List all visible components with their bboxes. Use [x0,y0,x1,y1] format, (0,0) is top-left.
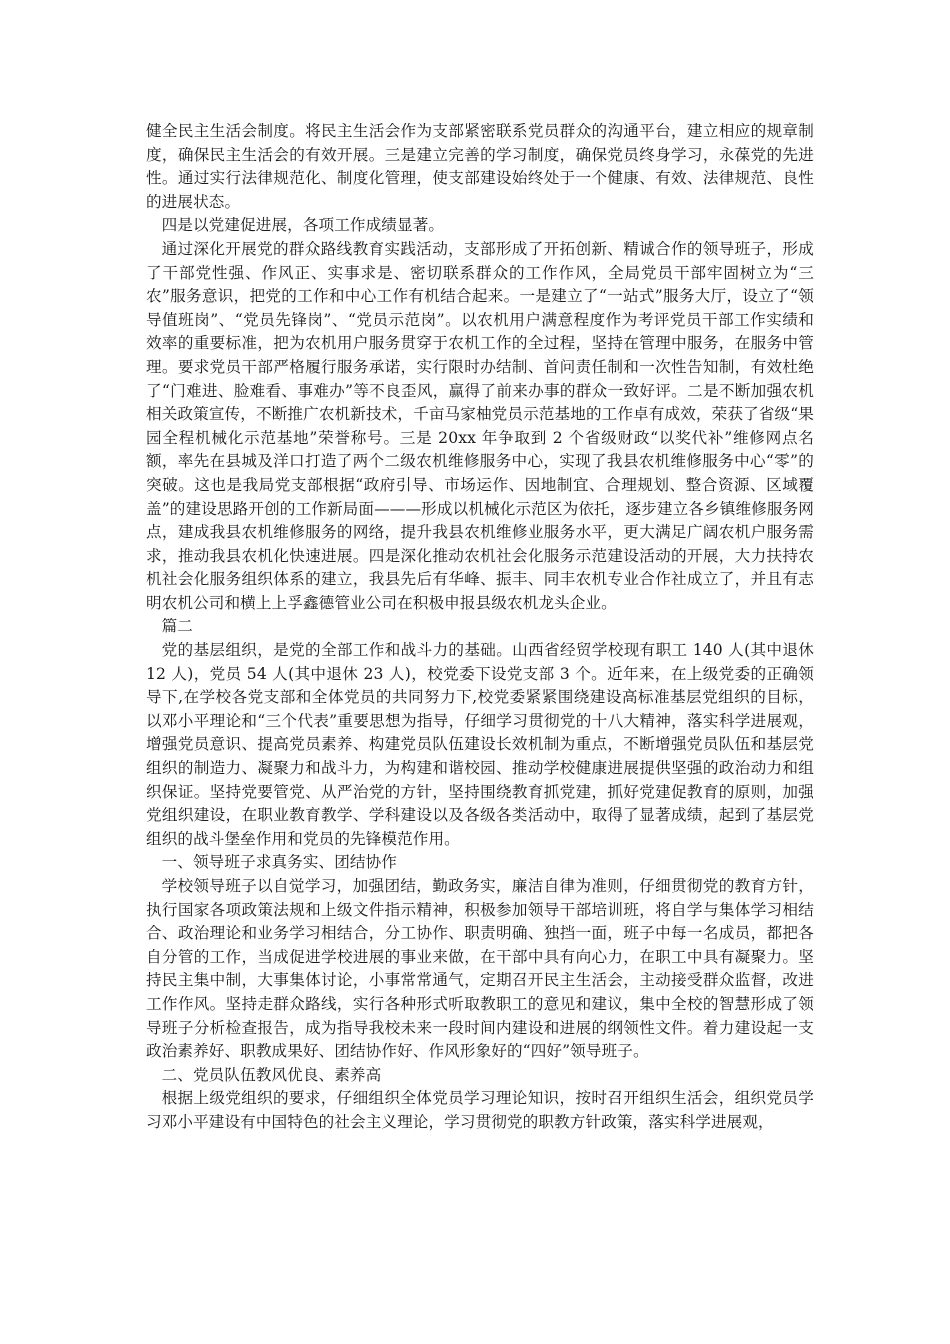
document-body [146,120,814,1135]
paragraph-democratic-life-system: 健全民主生活会制度。将民主生活会作为支部紧密联系党员群众的沟通平台，建立相应的规章制度，确保民主生活会的有效开展。三是建立完善的学习制度，确保党员终身学习，永葆党的先进性。通过实行法律规范化、制度化管理，使支部建设始终处于一个健康、有效、法律规范、良性的进展状态。 [146,122,814,211]
paragraph-party-members: 根据上级党组织的要求，仔细组织全体党员学习理论知识，按时召开组织生活会，组织党员学习邓小平建设有中国特色的社会主义理论，学习贯彻党的职教方针政策，落实科学进展观， [146,1089,814,1131]
section-heading-party-members: 二、党员队伍教风优良、素养高 [161,1065,382,1084]
section-heading-party-building: 四是以党建促进展，各项工作成绩显著。 [161,216,445,235]
section-heading-leadership-team: 一、领导班子求真务实、团结协作 [161,853,398,872]
paragraph-leadership-team: 学校领导班子以自觉学习，加强团结，勤政务实，廉洁自律为准则，仔细贯彻党的教育方针，执行国家各项政策法规和上级文件指示精神，积极参加领导干部培训班，将自学与集体学习相结合、政治理论和业务学习相结合，分工协作、职责明确、独挡一面，班子中每一名成员，都把各自分管的工作，当成促进学校进展的事业来做，在干部中具有向心力，在职工中具有凝聚力。坚持民主集中制，大事集体讨论，小事常常通气，定期召开民主生活会，主动接受群众监督，改进工作作风。坚持走群众路线，实行各种形式听取教职工的意见和建议，集中全校的智慧形成了领导班子分析检查报告，成为指导我校未来一段时间内建设和进展的纲领性文件。着力建设起一支政治素养好、职教成果好、团结协作好、作风形象好的“四好”领导班子。 [146,877,814,1061]
section-heading-part-two: 篇二 [161,617,193,636]
paragraph-school-party-organization: 党的基层组织，是党的全部工作和战斗力的基础。山西省经贸学校现有职工 140 人(其中退休 12 人)，党员 54 人(其中退休 23 人)，校党委下设党支部 3 个。近年来，在上级党委的正确领导下,在学校各党支部和全体党员的共同努力下,校党委紧紧围绕建设高标准基层党组织的目标，以邓小平理论和“三个代表”重要思想为指导，仔细学习贯彻党的十八大精神，落实科学进展观，增强党员意识、提高党员素养、构建党员队伍建设长效机制为重点，不断增强党员队伍和基层党组织的制造力、凝聚力和战斗力，为构建和谐校园、推动学校健康进展提供坚强的政治动力和组织保证。坚持党要管党、从严治党的方针，坚持围绕教育抓党建，抓好党建促教育的原则，加强党组织建设，在职业教育教学、学科建设以及各级各类活动中，取得了显著成绩，起到了基层党组织的战斗堡垒作用和党员的先锋模范作用。 [146,641,814,848]
paragraph-agricultural-machinery-work: 通过深化开展党的群众路线教育实践活动，支部形成了开拓创新、精诚合作的领导班子，形成了干部党性强、作风正、实事求是、密切联系群众的工作作风，全局党员干部牢固树立为“三农”服务意识，把党的工作和中心工作有机结合起来。一是建立了“一站式”服务大厅，设立了“领导值班岗”、“党员先锋岗”、“党员示范岗”。以农机用户满意程度作为考评党员干部工作实绩和效率的重要标准，把为农机用户服务贯穿于农机工作的全过程，坚持在管理中服务，在服务中管理。要求党员干部严格履行服务承诺，实行限时办结制、首问责任制和一次性告知制，有效杜绝了“门难进、脸难看、事难办”等不良歪风，赢得了前来办事的群众一致好评。二是不断加强农机相关政策宣传，不断推广农机新技术，千亩马家柚党员示范基地的工作卓有成效，荣获了省级“果园全程机械化示范基地”荣誉称号。三是 20xx 年争取到 2 个省级财政“以奖代补”维修网点名额，率先在县城及洋口打造了两个二级农机维修服务中心，实现了我县农机维修服务中心“零”的突破。这也是我局党支部根据“政府引导、市场运作、因地制宜、合理规划、整合资源、区域覆盖”的建设思路开创的工作新局面———形成以机械化示范区为依托，逐步建立各乡镇维修服务网点，建成我县农机维修服务的网络，提升我县农机维修业服务水平，更大满足广阔农机户服务需求，推动我县农机化快速进展。四是深化推动农机社会化服务示范建设活动的开展，大力扶持农机社会化服务组织体系的建立，我县先后有华峰、振丰、同丰农机专业合作社成立了，并且有志明农机公司和横上上孚鑫德管业公司在积极申报县级农机龙头企业。 [146,239,814,612]
